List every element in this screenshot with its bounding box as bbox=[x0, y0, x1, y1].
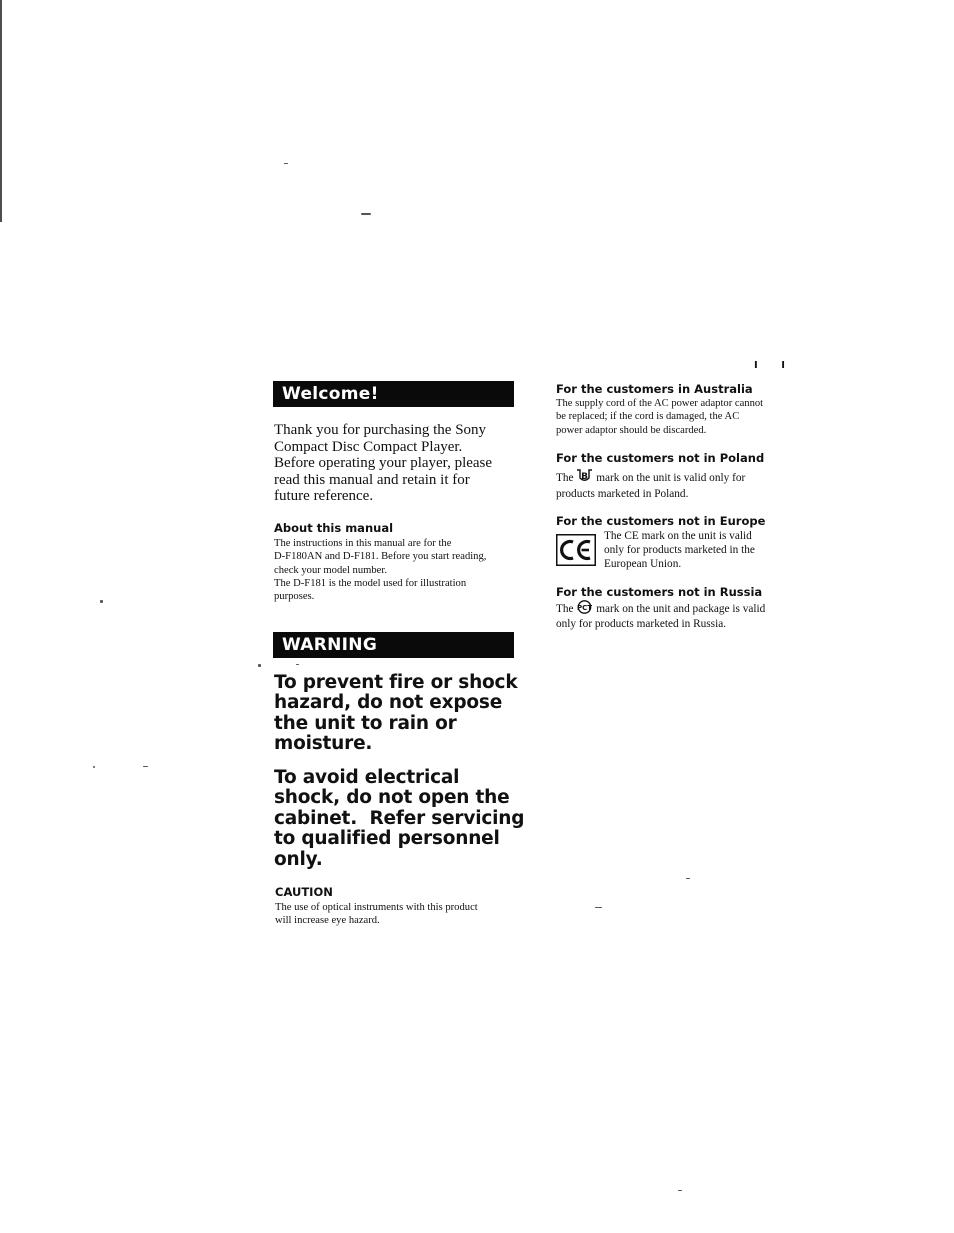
poland-text bbox=[556, 469, 806, 502]
scan-speck bbox=[686, 878, 690, 879]
europe-line: European Union. bbox=[604, 558, 682, 571]
warning-line: To prevent fire or shock bbox=[274, 672, 518, 693]
scan-speck bbox=[296, 664, 299, 665]
scan-speck bbox=[93, 766, 95, 768]
scan-speck bbox=[258, 664, 261, 667]
page-mark: I I bbox=[754, 360, 795, 371]
caution-text bbox=[275, 901, 520, 928]
about-line: check your model number. bbox=[274, 564, 387, 576]
electrical-shock-warning bbox=[274, 768, 524, 870]
russia-line1: mark on the unit and package is valid bbox=[596, 603, 766, 615]
scan-speck bbox=[678, 1190, 682, 1191]
intro-line: read this manual and retain it for bbox=[274, 471, 470, 488]
poland-prefix: The bbox=[556, 472, 574, 484]
warning-line: shock, do not open the bbox=[274, 787, 510, 809]
caution-heading: CAUTION bbox=[275, 885, 333, 899]
scan-speck bbox=[361, 213, 371, 215]
russia-line2: only for products marketed in Russia. bbox=[556, 617, 727, 630]
warning-line: to qualified personnel bbox=[274, 828, 500, 850]
welcome-heading: Welcome! bbox=[273, 381, 514, 407]
scan-speck bbox=[284, 163, 288, 164]
svg-text:B: B bbox=[581, 472, 589, 482]
poland-line2: products marketed in Poland. bbox=[556, 488, 689, 500]
australia-line: The supply cord of the AC power adaptor cannot bbox=[556, 398, 764, 409]
pct-mark-icon bbox=[576, 600, 593, 614]
b-mark-icon bbox=[576, 469, 593, 483]
scan-edge-artifact bbox=[0, 0, 2, 1233]
poland-heading: For the customers not in Poland bbox=[556, 451, 765, 465]
about-manual-heading: About this manual bbox=[274, 521, 394, 535]
russia-text bbox=[556, 600, 806, 631]
fire-shock-warning bbox=[274, 673, 524, 755]
about-line: D-F180AN and D-F181. Before you start reading, bbox=[274, 551, 487, 563]
caution-line: will increase eye hazard. bbox=[275, 915, 380, 927]
warning-line: moisture. bbox=[274, 733, 373, 755]
ce-mark-icon bbox=[556, 534, 596, 566]
warning-heading: WARNING bbox=[273, 632, 514, 658]
australia-line: be replaced; if the cord is damaged, the AC bbox=[556, 411, 740, 423]
poland-line1: mark on the unit is valid only for bbox=[596, 472, 746, 484]
warning-line: the unit to rain or bbox=[274, 712, 457, 734]
intro-line: Thank you for purchasing the Sony bbox=[274, 422, 487, 438]
about-line: purposes. bbox=[274, 591, 315, 603]
australia-line: power adaptor should be discarded. bbox=[556, 424, 707, 436]
warning-line: hazard, do not expose bbox=[274, 692, 503, 714]
warning-line: only. bbox=[274, 848, 323, 870]
scan-speck bbox=[100, 600, 103, 603]
about-line: The D-F181 is the model used for illustration bbox=[274, 577, 467, 589]
about-line: The instructions in this manual are for the bbox=[274, 538, 452, 549]
australia-heading: For the customers in Australia bbox=[556, 382, 753, 396]
europe-text bbox=[604, 529, 794, 572]
australia-text bbox=[556, 397, 806, 437]
russia-heading: For the customers not in Russia bbox=[556, 585, 763, 599]
warning-line: cabinet. Refer servicing bbox=[274, 807, 525, 829]
about-manual-text bbox=[274, 537, 519, 603]
scan-speck bbox=[143, 766, 148, 767]
caution-line: The use of optical instruments with this product bbox=[275, 902, 478, 913]
europe-heading: For the customers not in Europe bbox=[556, 514, 766, 528]
warning-line: To avoid electrical bbox=[274, 767, 460, 788]
russia-prefix: The bbox=[556, 603, 574, 615]
europe-line: The CE mark on the unit is valid bbox=[604, 530, 752, 542]
europe-line: only for products marketed in the bbox=[604, 544, 755, 557]
intro-line: Before operating your player, please bbox=[274, 455, 493, 472]
scan-speck bbox=[595, 907, 602, 908]
welcome-intro bbox=[274, 422, 514, 505]
svg-text:PCT: PCT bbox=[577, 604, 593, 612]
intro-line: Compact Disc Compact Player. bbox=[274, 438, 463, 455]
intro-line: future reference. bbox=[274, 488, 374, 505]
